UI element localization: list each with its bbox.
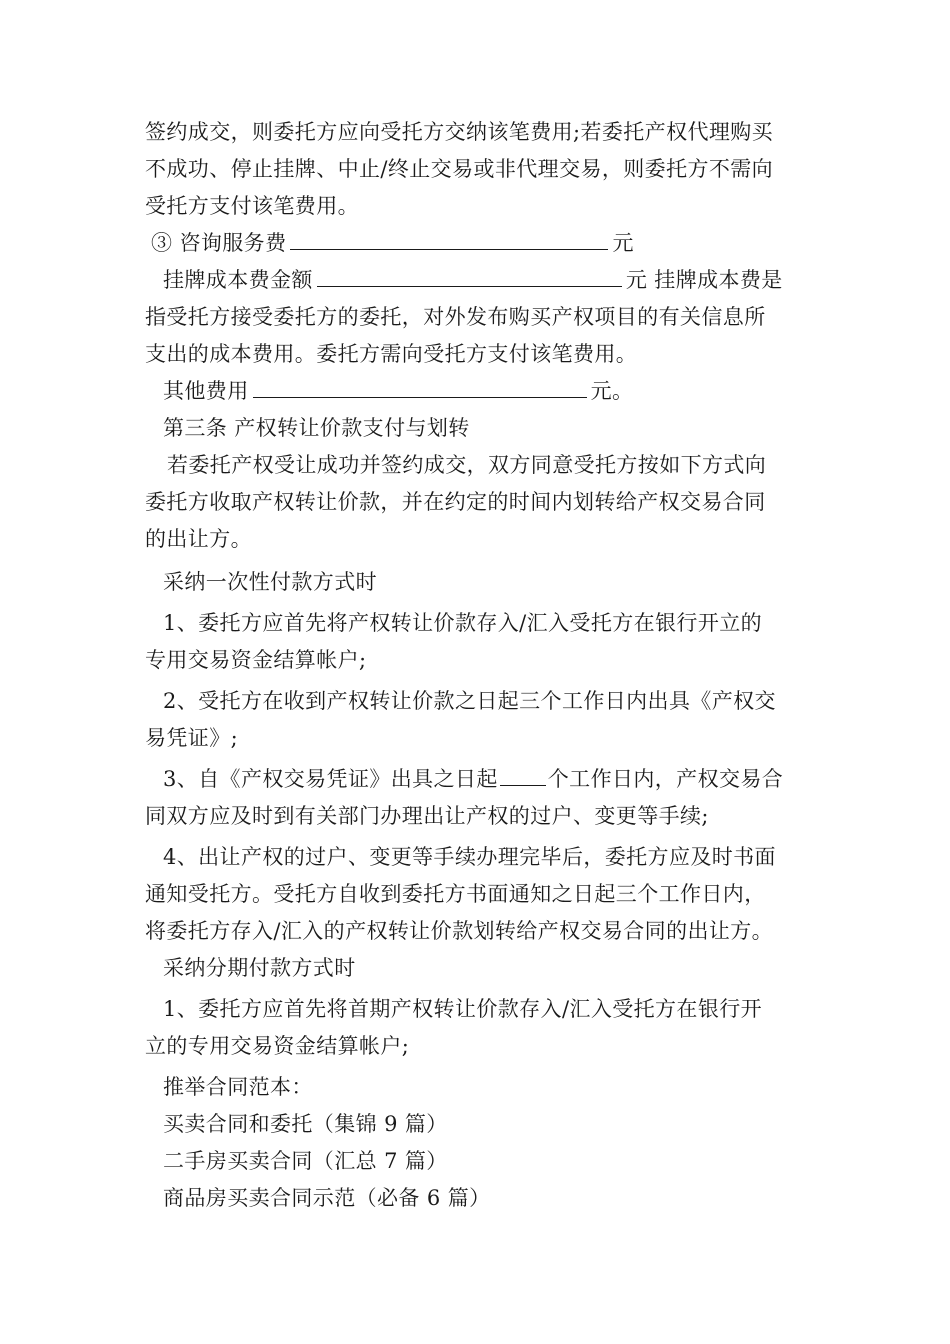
list-item-cont: 立的专用交易资金结算帐户;	[145, 1034, 410, 1058]
other-fee-line	[145, 373, 815, 410]
consult-fee-label: ③ 咨询服务费	[151, 231, 287, 255]
recommend-link-1[interactable]: 买卖合同和委托（集锦 9 篇）	[163, 1112, 448, 1136]
recommend-link-2[interactable]: 二手房买卖合同（汇总 7 篇）	[163, 1149, 448, 1173]
listing-cost-blank	[317, 266, 622, 287]
paragraph-line: 签约成交，则委托方应向受托方交纳该笔费用;若委托产权代理购买	[145, 120, 774, 144]
consult-fee-line	[145, 225, 815, 262]
section-heading: 采纳一次性付款方式时	[163, 570, 377, 594]
item3-start: 3、自《产权交易凭证》出具之日起	[163, 767, 498, 791]
item3-end: 个工作日内，产权交易合	[547, 767, 784, 791]
workday-blank	[500, 765, 546, 786]
listing-cost-line	[145, 262, 815, 299]
list-item: 1、委托方应首先将首期产权转让价款存入/汇入受托方在银行开	[163, 997, 763, 1021]
recommend-heading: 推举合同范本：	[163, 1075, 313, 1099]
other-fee-label: 其他费用	[163, 379, 249, 403]
other-fee-unit: 元。	[590, 379, 634, 403]
list-item: 1、委托方应首先将产权转让价款存入/汇入受托方在银行开立的	[163, 611, 763, 635]
list-item: 2、受托方在收到产权转让价款之日起三个工作日内出具《产权交	[163, 689, 776, 713]
paragraph-line: 不成功、停止挂牌、中止/终止交易或非代理交易，则委托方不需向	[145, 157, 774, 181]
paragraph-line: 的出让方。	[145, 527, 252, 551]
paragraph-line: 支出的成本费用。委托方需向受托方支付该笔费用。	[145, 342, 638, 366]
paragraph-line: 若委托产权受让成功并签约成交，双方同意受托方按如下方式向	[167, 453, 767, 477]
paragraph-line: 指受托方接受委托方的委托，对外发布购买产权项目的有关信息所	[145, 305, 766, 329]
paragraph-line: 受托方支付该笔费用。	[145, 194, 359, 218]
list-item-cont: 同双方应及时到有关部门办理出让产权的过户、变更等手续;	[145, 804, 709, 828]
listing-cost-after: 元 挂牌成本费是	[625, 268, 783, 292]
list-item	[145, 761, 815, 798]
list-item-cont: 将委托方存入/汇入的产权转让价款划转给产权交易合同的出让方。	[145, 919, 774, 943]
consult-fee-blank	[290, 229, 608, 250]
list-item: 4、出让产权的过户、变更等手续办理完毕后，委托方应及时书面	[163, 845, 776, 869]
list-item-cont: 易凭证》;	[145, 726, 239, 750]
list-item-cont: 专用交易资金结算帐户;	[145, 648, 367, 672]
article-heading: 第三条 产权转让价款支付与划转	[163, 416, 470, 440]
section-heading: 采纳分期付款方式时	[163, 956, 356, 980]
other-fee-blank	[253, 377, 587, 398]
listing-cost-label: 挂牌成本费金额	[163, 268, 313, 292]
consult-fee-unit: 元	[612, 231, 634, 255]
paragraph-line: 委托方收取产权转让价款，并在约定的时间内划转给产权交易合同	[145, 490, 766, 514]
recommend-link-3[interactable]: 商品房买卖合同示范（必备 6 篇）	[163, 1186, 491, 1210]
document-body	[145, 114, 815, 1217]
list-item-cont: 通知受托方。受托方自收到委托方书面通知之日起三个工作日内，	[145, 882, 766, 906]
